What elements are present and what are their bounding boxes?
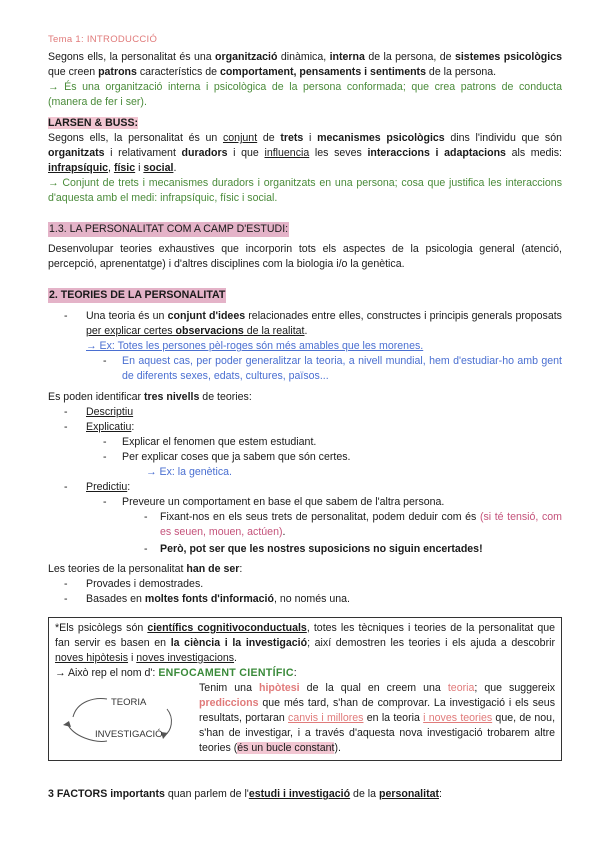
text: científics cognitivoconductuals	[147, 622, 307, 634]
text: 2. TEORIES DE LA PERSONALITAT	[49, 289, 226, 301]
theory-subpoint: En aquest cas, per poder generalitzar la teoria, a nivell mundial, hem d'estudiar-ho amb gent de diferents sexes, edats, cultures, països...	[122, 355, 562, 382]
must-intro	[48, 562, 562, 577]
text: ; així demostren les teories i els ajuda a descobrir	[307, 637, 555, 649]
list-item	[48, 510, 562, 540]
text: Es poden identificar	[48, 391, 144, 403]
text: dinàmica,	[277, 51, 330, 63]
section-2-heading	[48, 288, 562, 303]
cycle-explanation	[199, 681, 555, 756]
level-explicatiu: Explicatiu	[86, 421, 132, 433]
text: duradors	[181, 147, 228, 159]
text: hipòtesi	[259, 682, 300, 694]
text: ).	[334, 742, 341, 754]
dash-bullet: -	[144, 511, 148, 523]
text: i	[135, 162, 144, 174]
theory-definition	[86, 309, 562, 339]
larsen-summary: → Conjunt de trets i mecanismes duradors i organitzats en una persona; cosa que justifica les interaccions d'aquesta amb el medi: infrapsíquic, físic i social.	[48, 177, 562, 204]
text: organització	[215, 51, 278, 63]
text: personalitat	[378, 788, 440, 800]
text: .	[304, 325, 308, 337]
text: de la persona.	[425, 66, 497, 78]
text: que més tard, s'han de comprovar. La investigació i els seus resultats, portaran	[199, 697, 555, 724]
text: físic	[113, 162, 136, 174]
text: mecanismes psicològics	[317, 132, 445, 144]
text: Per explicar coses que ja sabem que són certes.	[122, 451, 351, 463]
text: sistemes psicològics	[454, 51, 562, 63]
text: als medis:	[505, 147, 562, 159]
cycle-label-investigacio: INVESTIGACIÓ	[95, 729, 163, 740]
text: Però, pot ser que les nostres suposicions no siguin encertades!	[160, 543, 483, 555]
list-item	[48, 495, 562, 510]
theory-example: → Ex: Totes les persones pèl-roges són més amables que les morenes.	[86, 340, 424, 352]
list-item	[48, 542, 562, 557]
text: LARSEN & BUSS:	[48, 117, 139, 129]
text: relacionades entre elles, constructes i principis generals proposats	[245, 310, 562, 322]
cycle-label-teoria: TEORIA	[111, 697, 147, 708]
text: han de ser	[186, 563, 240, 575]
theory-investigation-cycle	[55, 687, 185, 749]
text: interaccions i adaptacions	[367, 147, 506, 159]
text: :	[239, 563, 243, 575]
dash-bullet: -	[103, 355, 107, 367]
text: de teories:	[199, 391, 252, 403]
text: 1.3. LA PERSONALITAT COM A CAMP D'ESTUDI:	[49, 223, 289, 235]
text: ENFOCAMENT CIENTÍFIC	[158, 667, 294, 679]
text: tres nivells	[144, 391, 200, 403]
text: les seves	[309, 147, 368, 159]
text: estudi i investigació	[248, 788, 351, 800]
larsen-paragraph	[48, 131, 562, 176]
text: és un bucle constant	[237, 742, 335, 754]
text: infrapsíquic	[48, 162, 109, 174]
text: .	[173, 162, 177, 174]
list-item	[48, 405, 562, 420]
text: conjunt	[222, 132, 258, 144]
topic-title: Tema 1: INTRODUCCIÓ	[48, 34, 158, 45]
section-13-text: Desenvolupar teories exhaustives que incorporin tots els aspectes de la psicologia general (atenció, percepció, aprenentatge) i d'altres disciplines com la biologia i/o la genètica.	[48, 243, 562, 270]
text: Fixant-nos en els seus trets de personalitat, podem deduir com és	[160, 511, 480, 523]
text: trets	[280, 132, 304, 144]
text: comportament, pensaments i sentiments	[219, 66, 426, 78]
text: .	[282, 526, 286, 538]
text: , no només una.	[273, 593, 350, 605]
dash-bullet: -	[103, 436, 107, 448]
list-item	[48, 435, 562, 450]
box-arrow-line	[55, 666, 555, 681]
factors-heading	[48, 787, 562, 802]
text: de la realitat	[243, 325, 305, 337]
text: moltes fonts d'informació	[144, 593, 274, 605]
list-item	[48, 309, 562, 354]
level-descriptiu: Descriptiu	[86, 406, 134, 418]
text: :	[293, 667, 297, 679]
text: i que	[227, 147, 265, 159]
text: Provades i demostrades.	[86, 578, 204, 590]
list-item	[48, 592, 562, 607]
text	[160, 510, 562, 540]
text: (si té tensió, com es seuen, mouen, actúen)	[160, 511, 562, 538]
dash-bullet: -	[64, 578, 68, 590]
dash-bullet: -	[64, 421, 68, 433]
text: prediccions	[199, 697, 259, 709]
dash-bullet: -	[64, 481, 68, 493]
text: de	[257, 132, 281, 144]
text: ; que suggereix	[474, 682, 555, 694]
explicatiu-example	[48, 465, 562, 480]
intro-paragraph	[48, 50, 562, 80]
text: Segons ells, la personalitat és un	[48, 132, 223, 144]
intro-summary: → És una organització interna i psicològica de la persona conformada; que crea patrons de conducta (manera de fer i ser).	[48, 81, 562, 108]
text: observacions	[175, 325, 244, 337]
text: i	[303, 132, 318, 144]
text: i noves teories	[423, 712, 493, 724]
text: Tenim una	[199, 682, 260, 694]
text: Les teories de la personalitat	[48, 563, 187, 575]
text: Segons ells, la personalitat és una	[48, 51, 216, 63]
text: , totes les tècniques i teories de la personalitat que fan servir es basen en	[55, 622, 555, 649]
text: i relativament	[104, 147, 182, 159]
text: característics de	[136, 66, 220, 78]
box-paragraph	[55, 621, 555, 666]
text: per explicar certes	[86, 325, 176, 337]
text: que, de nou, s'han de investigar, i a través d'aquesta nova investigació trobarem altre teories (	[199, 712, 556, 754]
text: quan parlem de l'	[164, 788, 249, 800]
text: :	[439, 788, 442, 800]
text: Una teoria és un	[86, 310, 168, 322]
dash-bullet: -	[64, 406, 68, 418]
dash-bullet: -	[103, 451, 107, 463]
text: ,	[108, 162, 114, 174]
text: influencia	[264, 147, 310, 159]
level-predictiu: Predictiu	[86, 481, 128, 493]
levels-intro	[48, 390, 562, 405]
section-13-heading	[48, 222, 562, 237]
text: → Això rep el nom d':	[55, 667, 159, 679]
text: → Ex: la genètica.	[146, 466, 232, 478]
text: de la persona, de	[364, 51, 455, 63]
text: Basades en	[86, 593, 145, 605]
list-item	[48, 354, 562, 384]
text: de la	[350, 788, 379, 800]
text: Explicar el fenomen que estem estudiant.	[122, 436, 317, 448]
list-item	[48, 450, 562, 465]
text: patrons	[98, 66, 137, 78]
text: en la teoria	[363, 712, 424, 724]
dash-bullet: -	[144, 543, 148, 555]
document-page	[48, 32, 562, 802]
dash-bullet: -	[64, 310, 68, 322]
dash-bullet: -	[64, 593, 68, 605]
scientific-approach-box	[48, 617, 562, 761]
text: social	[143, 162, 174, 174]
list-item: - Explicatiu:	[64, 421, 135, 433]
list-item: - Predictiu:	[64, 481, 131, 493]
text: que creen	[48, 66, 99, 78]
text: la ciència i la investigació	[170, 637, 308, 649]
text: organitzats	[48, 147, 105, 159]
text: dins l'individu que són	[444, 132, 562, 144]
text: de la qual en creem una	[299, 682, 448, 694]
text: .	[234, 652, 237, 664]
text: 3 FACTORS importants	[48, 788, 165, 800]
larsen-title	[48, 116, 562, 131]
text: *Els psicòlegs són	[55, 622, 148, 634]
text: noves hipòtesis	[55, 652, 129, 664]
text: Preveure un comportament en base el que sabem de l'altra persona.	[122, 496, 445, 508]
text: teoria	[447, 682, 475, 694]
text: interna	[329, 51, 365, 63]
list-item	[48, 577, 562, 592]
text: canvis i millores	[288, 712, 364, 724]
dash-bullet: -	[103, 496, 107, 508]
text: conjunt d'idees	[167, 310, 246, 322]
text: noves investigacions	[136, 652, 235, 664]
text: i	[128, 652, 137, 664]
